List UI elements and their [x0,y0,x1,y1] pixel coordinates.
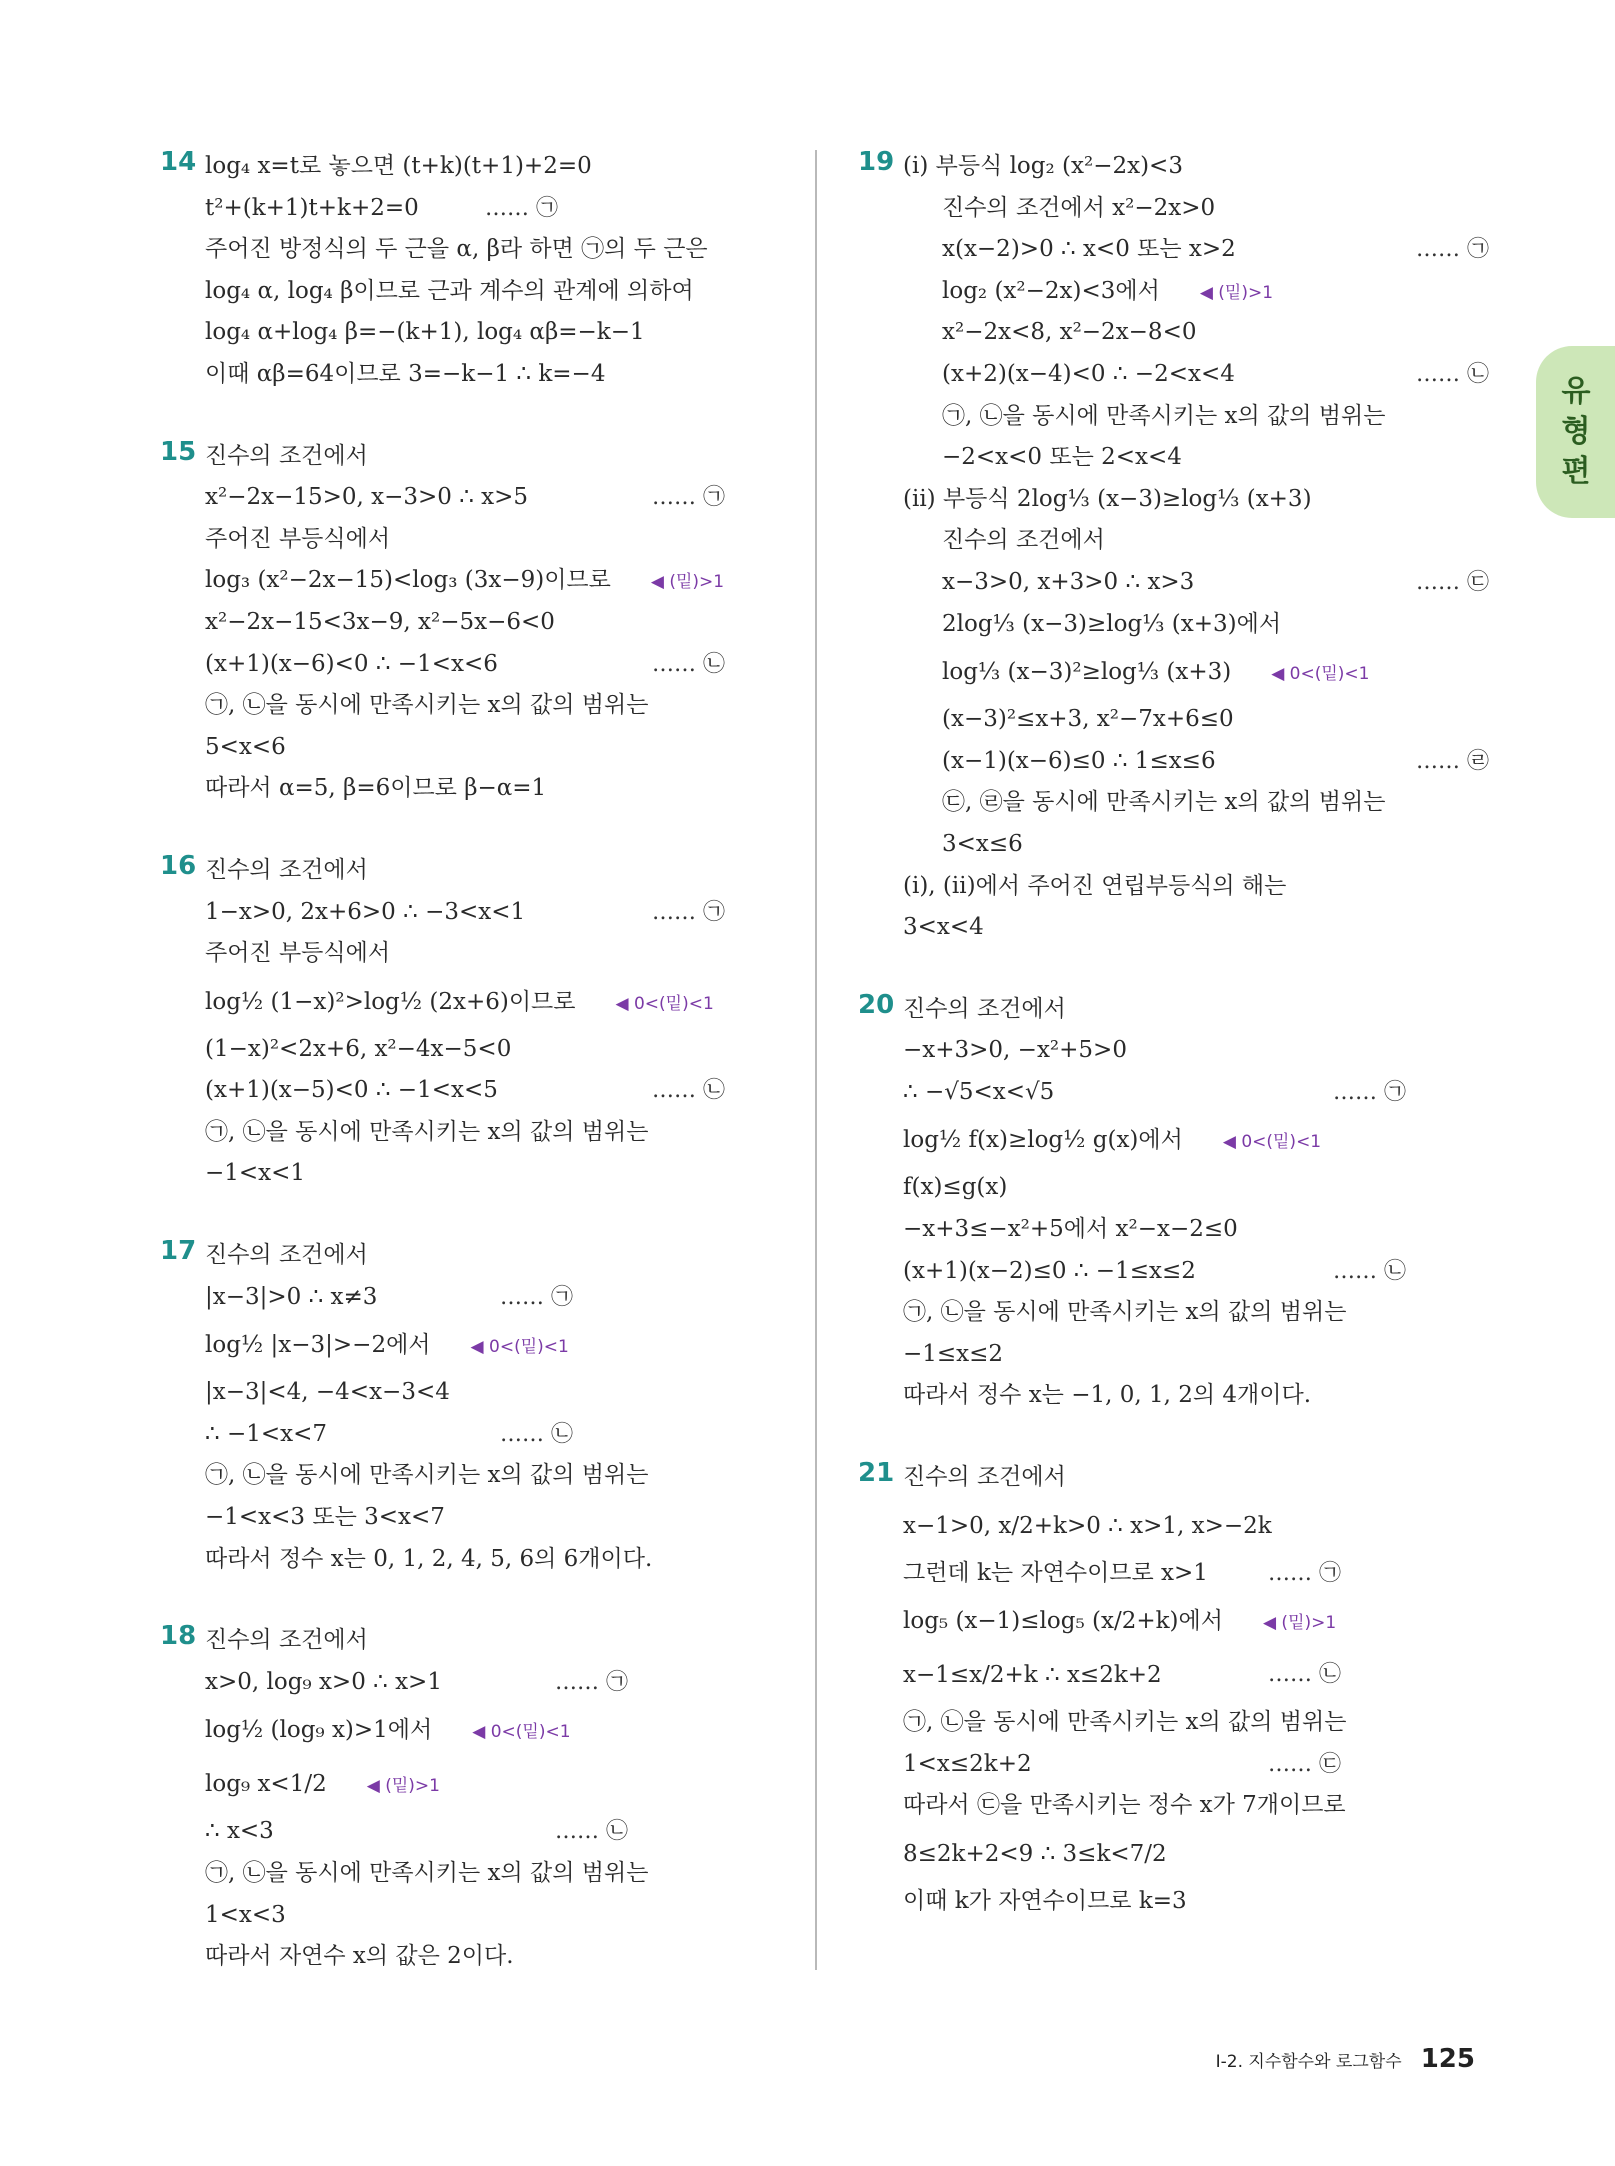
equation-tag: …… ㉡ [1268,1662,1341,1688]
base-condition-note: ◀ 0<(밑)<1 [1222,1132,1322,1153]
line-text: x²−2x<8, x²−2x−8<0 [942,319,1197,346]
line-text: 진수의 조건에서 [903,1464,1066,1491]
column-divider [815,150,817,1970]
line-text: x²−2x−15>0, x−3>0 ∴ x>5 [205,484,529,511]
equation-tag: …… ㉠ [555,1669,628,1695]
left-column [160,146,800,1978]
line-text: ∴ −1<x<7 [205,1420,327,1447]
line-text: t²+(k+1)t+k+2=0 [205,194,419,221]
problem-number: 18 [160,1621,197,1652]
solution-line [160,1703,800,1757]
equation-tag: …… ㉠ [485,195,558,221]
page-number: 125 [1420,2044,1475,2074]
solution-line [858,188,1498,230]
line-text: log₄ α+log₄ β=−(k+1), log₄ αβ=−k−1 [205,319,645,346]
solution-line [160,1277,800,1319]
solution-line [160,519,800,561]
line-text: log½ |x−3|>−2에서 [205,1332,431,1359]
line-text: 진수의 조건에서 [205,442,368,469]
equation-tag: …… ㉠ [1333,1079,1406,1105]
line-text: 1−x>0, 2x+6>0 ∴ −3<x<1 [205,898,526,925]
solution-line [160,685,800,727]
line-text: 그런데 k는 자연수이므로 x>1 [903,1559,1208,1586]
solution-line [858,1334,1498,1376]
line-text: 진수의 조건에서 x²−2x>0 [942,194,1216,221]
solution-line [160,1757,800,1811]
line-text: (ⅰ) 부등식 log₂ (x²−2x)<3 [903,153,1183,179]
line-text: ∴ −√5<x<√5 [903,1078,1055,1105]
line-text: ∴ x<3 [205,1818,274,1845]
equation-tag: …… ㉡ [1416,361,1489,387]
equation-tag: …… ㉡ [652,1078,725,1104]
problem-21 [858,1457,1498,1923]
line-text: log₅ (x−1)≤log₅ (x/2+k)에서 [903,1608,1223,1635]
line-text: −2<x<0 또는 2<x<4 [942,444,1182,471]
line-text: 8≤2k+2<9 ∴ 3≤k<7/2 [903,1841,1167,1867]
line-text: ㉢, ㉣을 동시에 만족시키는 x의 값의 범위는 [942,789,1386,816]
line-text: ㉠, ㉡을 동시에 만족시키는 x의 값의 범위는 [903,1299,1347,1326]
solution-line [160,602,800,644]
line-text: ㉠, ㉡을 동시에 만족시키는 x의 값의 범위는 [942,402,1386,429]
line-text: |x−3|<4, −4<x−3<4 [205,1379,450,1406]
solution-line [858,146,1498,188]
problem-number: 17 [160,1236,197,1267]
line-text: 3<x≤6 [942,830,1023,857]
base-condition-note: ◀ (밑)>1 [1199,282,1274,303]
line-text: log₂ (x²−2x)<3에서 [942,277,1160,304]
line-text: 2log⅓ (x−3)≥log⅓ (x+3)에서 [942,610,1282,637]
equation-tag: …… ㉡ [500,1421,573,1447]
solution-line [858,520,1498,562]
line-text: 5<x<6 [205,733,286,760]
solution-line [160,727,800,769]
problem-16 [160,850,800,1195]
problem-number: 20 [858,989,895,1020]
solution-line [858,562,1498,604]
line-text: 따라서 α=5, β=6이므로 β−α=1 [205,775,547,802]
page-footer [1216,2044,1475,2074]
solution-line [858,1251,1498,1293]
line-text: log₄ α, log₄ β이므로 근과 계수의 관계에 의하여 [205,277,694,304]
right-column [858,146,1498,1923]
line-text: ㉠, ㉡을 동시에 만족시키는 x의 값의 범위는 [903,1709,1347,1736]
solution-line [858,1702,1498,1744]
base-condition-note: ◀ (밑)>1 [650,572,725,593]
problem-number: 16 [160,850,197,881]
solution-line [858,354,1498,396]
line-text: ㉠, ㉡을 동시에 만족시키는 x의 값의 범위는 [205,1118,649,1145]
problem-number: 19 [858,147,895,177]
line-text: −x+3≤−x²+5에서 x²−x−2≤0 [903,1216,1238,1243]
solution-line [858,1594,1498,1648]
line-text: log⅓ (x−3)²≥log⅓ (x+3) [942,659,1232,686]
line-text: 따라서 정수 x는 0, 1, 2, 4, 5, 6의 6개이다. [205,1545,653,1572]
solution-line [160,477,800,519]
solution-line [858,1648,1498,1702]
solution-line [858,645,1498,699]
problem-20 [858,989,1498,1417]
solution-line [858,782,1498,824]
solution-line [858,699,1498,741]
line-text: (ⅰ), (ⅱ)에서 주어진 연립부등식의 해는 [903,872,1287,899]
solution-line [160,146,800,188]
solution-line [160,1811,800,1853]
line-text: log₉ x<1/2 [205,1771,327,1798]
line-text: 진수의 조건에서 [942,527,1105,554]
solution-line [160,1936,800,1978]
equation-tag: …… ㉠ [1268,1560,1341,1586]
line-text: |x−3|>0 ∴ x≠3 [205,1283,378,1310]
equation-tag: …… ㉠ [652,899,725,925]
line-text: 주어진 부등식에서 [205,525,391,552]
solution-line [858,1881,1498,1923]
solution-line [858,396,1498,438]
line-text: log½ (log₉ x)>1에서 [205,1717,433,1744]
solution-line [858,312,1498,354]
line-text: log₄ x=t로 놓으면 (t+k)(t+1)+2=0 [205,153,592,179]
problem-17 [160,1235,800,1580]
line-text: −1<x<1 [205,1160,306,1187]
solution-line [160,1539,800,1581]
solution-line [858,1827,1498,1881]
solution-line [858,271,1498,313]
solution-line [160,1372,800,1414]
line-text: ㉠, ㉡을 동시에 만족시키는 x의 값의 범위는 [205,692,649,719]
solution-line [160,1662,800,1704]
solution-line [160,1497,800,1539]
line-text: f(x)≤g(x) [903,1174,1008,1201]
line-text: 진수의 조건에서 [205,1627,368,1654]
equation-tag: …… ㉠ [652,485,725,511]
solution-line [160,1029,800,1071]
solution-line [160,1895,800,1937]
line-text: (x+2)(x−4)<0 ∴ −2<x<4 [942,360,1235,387]
line-text: (x−1)(x−6)≤0 ∴ 1≤x≤6 [942,747,1216,774]
problem-number: 21 [858,1458,895,1489]
solution-line [160,229,800,271]
line-text: log½ f(x)≥log½ g(x)에서 [903,1127,1183,1154]
line-text: ㉠, ㉡을 동시에 만족시키는 x의 값의 범위는 [205,1462,649,1489]
base-condition-note: ◀ (밑)>1 [366,1776,440,1797]
equation-tag: …… ㉡ [652,651,725,677]
solution-line [160,933,800,975]
solution-line [858,1457,1498,1499]
chapter-title: Ⅰ-2. 지수함수와 로그함수 [1215,2052,1402,2072]
solution-line [858,1072,1498,1114]
solution-line [160,1070,800,1112]
base-condition-note: ◀ (밑)>1 [1262,1613,1337,1634]
line-text: x−1≤x/2+k ∴ x≤2k+2 [903,1662,1162,1689]
base-condition-note: ◀ 0<(밑)<1 [472,1722,571,1743]
line-text: 주어진 부등식에서 [205,940,391,967]
equation-tag: …… ㉢ [1416,569,1489,595]
line-text: (1−x)²<2x+6, x²−4x−5<0 [205,1035,512,1062]
equation-tag: …… ㉣ [1416,748,1489,774]
solution-line [858,1113,1498,1167]
solution-line [160,560,800,602]
line-text: −x+3>0, −x²+5>0 [903,1037,1127,1064]
line-text: (x+1)(x−6)<0 ∴ −1<x<6 [205,650,498,677]
solution-line [858,604,1498,646]
base-condition-note: ◀ 0<(밑)<1 [470,1337,569,1358]
equation-tag: …… ㉡ [1333,1258,1406,1284]
solution-line [160,436,800,478]
solution-line [858,824,1498,866]
solution-line [160,1235,800,1277]
solution-line [160,1112,800,1154]
solution-line [858,1785,1498,1827]
solution-line [858,1553,1498,1595]
solution-line [160,644,800,686]
line-text: ㉠, ㉡을 동시에 만족시키는 x의 값의 범위는 [205,1860,649,1886]
solution-line [858,1030,1498,1072]
problem-number: 14 [160,147,197,177]
line-text: 1<x<3 [205,1901,286,1928]
solution-line [160,354,800,396]
solution-line [858,1167,1498,1209]
solution-line [858,907,1498,949]
solution-line [160,1455,800,1497]
line-text: 진수의 조건에서 [903,995,1066,1022]
solution-line [858,1292,1498,1334]
solution-line [858,229,1498,271]
solution-line [160,1318,800,1372]
problem-14 [160,146,800,396]
solution-line [160,312,800,354]
line-text: 이때 k가 자연수이므로 k=3 [903,1888,1187,1914]
line-text: 따라서 ㉢을 만족시키는 정수 x가 7개이므로 [903,1792,1346,1819]
problem-18 [160,1620,800,1978]
line-text: log₃ (x²−2x−15)<log₃ (3x−9)이므로 [205,567,611,594]
equation-tag: …… ㉢ [1268,1751,1341,1777]
line-text: (x−3)²≤x+3, x²−7x+6≤0 [942,706,1234,733]
line-text: 따라서 자연수 x의 값은 2이다. [205,1943,514,1970]
solution-line [160,271,800,313]
solution-line [858,437,1498,479]
solution-line [160,1153,800,1195]
equation-tag: …… ㉠ [500,1284,573,1310]
problem-15 [160,436,800,810]
solution-line [160,1620,800,1662]
section-side-tab-label: 유형편 [1561,374,1591,489]
solution-line [160,975,800,1029]
line-text: −1≤x≤2 [903,1340,1004,1367]
solution-line [160,850,800,892]
line-text: 1<x≤2k+2 [903,1750,1032,1777]
solution-line [858,1209,1498,1251]
problem-number: 15 [160,436,197,467]
line-text: 3<x<4 [903,914,984,941]
line-text: −1<x<3 또는 3<x<7 [205,1504,445,1531]
solution-line [858,989,1498,1031]
solution-line [160,1853,800,1895]
solution-line [858,1744,1498,1786]
problem-19 [858,146,1498,949]
line-text: (ⅱ) 부등식 2log⅓ (x−3)≥log⅓ (x+3) [903,485,1312,512]
line-text: x−3>0, x+3>0 ∴ x>3 [942,568,1195,595]
base-condition-note: ◀ 0<(밑)<1 [615,993,714,1014]
equation-tag: …… ㉠ [1416,237,1489,263]
line-text: x−1>0, x/2+k>0 ∴ x>1, x>−2k [903,1512,1272,1539]
base-condition-note: ◀ 0<(밑)<1 [1271,664,1370,685]
solution-line [858,1375,1498,1417]
solution-line [160,1414,800,1456]
line-text: x²−2x−15<3x−9, x²−5x−6<0 [205,608,555,635]
solution-line [858,866,1498,908]
line-text: (x+1)(x−2)≤0 ∴ −1≤x≤2 [903,1257,1196,1284]
line-text: x(x−2)>0 ∴ x<0 또는 x>2 [942,236,1236,263]
line-text: log½ (1−x)²>log½ (2x+6)이므로 [205,988,576,1015]
solution-line [858,741,1498,783]
line-text: 따라서 정수 x는 −1, 0, 1, 2의 4개이다. [903,1382,1312,1409]
equation-tag: …… ㉡ [555,1819,628,1845]
solution-line [160,188,800,230]
solution-line [160,768,800,810]
solution-line [858,479,1498,521]
solution-line [160,892,800,934]
line-text: 진수의 조건에서 [205,856,368,883]
line-text: 이때 αβ=64이므로 3=−k−1 ∴ k=−4 [205,360,606,387]
line-text: x>0, log₉ x>0 ∴ x>1 [205,1668,442,1695]
solution-line [858,1499,1498,1553]
line-text: (x+1)(x−5)<0 ∴ −1<x<5 [205,1077,498,1104]
line-text: 주어진 방정식의 두 근을 α, β라 하면 ㉠의 두 근은 [205,236,708,263]
line-text: 진수의 조건에서 [205,1242,368,1269]
